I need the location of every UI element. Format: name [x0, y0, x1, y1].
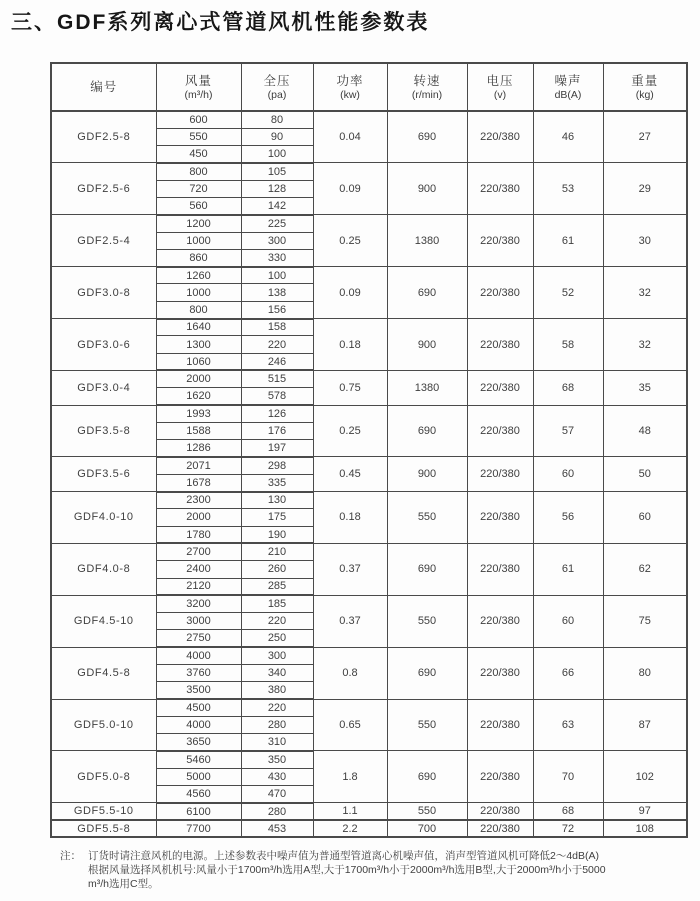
- flow-cell: 2000: [156, 509, 241, 526]
- table-row: [51, 370, 687, 387]
- pressure-cell: 105: [241, 163, 313, 180]
- power-cell: 0.18: [313, 492, 387, 544]
- page-title: 三、GDF系列离心式管道风机性能参数表: [11, 11, 430, 34]
- speed-cell: 690: [387, 647, 467, 699]
- flow-cell: 1620: [156, 388, 241, 405]
- flow-cell: 1260: [156, 267, 241, 284]
- noise-cell: 70: [533, 751, 603, 803]
- speed-cell: 690: [387, 405, 467, 457]
- flow-cell: 3200: [156, 595, 241, 612]
- power-cell: 1.1: [313, 803, 387, 820]
- table-row: [51, 751, 687, 768]
- pressure-cell: 185: [241, 595, 313, 612]
- voltage-cell: 220/380: [467, 647, 533, 699]
- flow-cell: 2400: [156, 561, 241, 578]
- header-pressure: [241, 63, 313, 111]
- pressure-cell: 175: [241, 509, 313, 526]
- power-cell: 0.45: [313, 457, 387, 492]
- flow-cell: 4000: [156, 716, 241, 733]
- voltage-cell: 220/380: [467, 319, 533, 371]
- spec-table-body: [51, 111, 687, 837]
- header-model: [51, 63, 156, 111]
- model-cell: GDF3.0-6: [51, 319, 156, 371]
- flow-cell: 1678: [156, 474, 241, 491]
- flow-cell: 2300: [156, 492, 241, 509]
- voltage-cell: 220/380: [467, 163, 533, 215]
- pressure-cell: 515: [241, 370, 313, 387]
- model-cell: GDF4.5-10: [51, 595, 156, 647]
- model-cell: GDF5.5-10: [51, 803, 156, 820]
- header-noise-unit: dB(A): [554, 88, 582, 101]
- weight-cell: 32: [603, 319, 687, 371]
- speed-cell: 900: [387, 457, 467, 492]
- weight-cell: 87: [603, 699, 687, 751]
- flow-cell: 1300: [156, 336, 241, 353]
- voltage-cell: 220/380: [467, 699, 533, 751]
- flow-cell: 1286: [156, 440, 241, 457]
- table-row: [51, 699, 687, 716]
- weight-cell: 32: [603, 267, 687, 319]
- weight-cell: 75: [603, 595, 687, 647]
- header-pressure-unit: (pa): [267, 88, 287, 101]
- table-row: [51, 647, 687, 664]
- pressure-cell: 100: [241, 267, 313, 284]
- power-cell: 0.37: [313, 595, 387, 647]
- pressure-cell: 176: [241, 422, 313, 439]
- model-cell: GDF2.5-8: [51, 111, 156, 163]
- pressure-cell: 453: [241, 820, 313, 837]
- pressure-cell: 340: [241, 665, 313, 682]
- flow-cell: 1060: [156, 353, 241, 370]
- pressure-cell: 430: [241, 768, 313, 785]
- header-flow: [156, 63, 241, 111]
- model-cell: GDF4.0-8: [51, 543, 156, 595]
- speed-cell: 1380: [387, 215, 467, 267]
- voltage-cell: 220/380: [467, 457, 533, 492]
- table-row: [51, 111, 687, 128]
- speed-cell: 550: [387, 699, 467, 751]
- weight-cell: 27: [603, 111, 687, 163]
- weight-cell: 102: [603, 751, 687, 803]
- flow-cell: 3000: [156, 613, 241, 630]
- pressure-cell: 220: [241, 613, 313, 630]
- pressure-cell: 197: [241, 440, 313, 457]
- model-cell: GDF5.5-8: [51, 820, 156, 837]
- pressure-cell: 280: [241, 716, 313, 733]
- weight-cell: 29: [603, 163, 687, 215]
- pressure-cell: 100: [241, 146, 313, 163]
- pressure-cell: 225: [241, 215, 313, 232]
- flow-cell: 600: [156, 111, 241, 128]
- power-cell: 0.25: [313, 215, 387, 267]
- voltage-cell: 220/380: [467, 370, 533, 405]
- speed-cell: 900: [387, 319, 467, 371]
- pressure-cell: 335: [241, 474, 313, 491]
- pressure-cell: 220: [241, 336, 313, 353]
- flow-cell: 4500: [156, 699, 241, 716]
- header-voltage-label: 电压: [486, 73, 514, 88]
- voltage-cell: 220/380: [467, 492, 533, 544]
- weight-cell: 30: [603, 215, 687, 267]
- spec-table-header: [51, 63, 687, 111]
- speed-cell: 690: [387, 267, 467, 319]
- power-cell: 2.2: [313, 820, 387, 837]
- voltage-cell: 220/380: [467, 111, 533, 163]
- pressure-cell: 142: [241, 197, 313, 214]
- speed-cell: 900: [387, 163, 467, 215]
- header-weight-unit: (kg): [635, 88, 654, 101]
- table-row: [51, 267, 687, 284]
- pressure-cell: 300: [241, 647, 313, 664]
- header-speed-label: 转速: [413, 73, 441, 88]
- power-cell: 0.09: [313, 163, 387, 215]
- speed-cell: 550: [387, 803, 467, 820]
- header-noise-label: 噪声: [554, 73, 582, 88]
- speed-cell: 550: [387, 492, 467, 544]
- weight-cell: 60: [603, 492, 687, 544]
- flow-cell: 1640: [156, 319, 241, 336]
- noise-cell: 68: [533, 803, 603, 820]
- pressure-cell: 310: [241, 734, 313, 751]
- noise-cell: 56: [533, 492, 603, 544]
- voltage-cell: 220/380: [467, 215, 533, 267]
- model-cell: GDF3.5-6: [51, 457, 156, 492]
- pressure-cell: 285: [241, 578, 313, 595]
- flow-cell: 1000: [156, 284, 241, 301]
- header-weight: [603, 63, 687, 111]
- model-cell: GDF5.0-10: [51, 699, 156, 751]
- flow-cell: 560: [156, 197, 241, 214]
- flow-cell: 7700: [156, 820, 241, 837]
- flow-cell: 1200: [156, 215, 241, 232]
- noise-cell: 52: [533, 267, 603, 319]
- speed-cell: 1380: [387, 370, 467, 405]
- header-flow-label: 风量: [184, 73, 212, 88]
- power-cell: 0.8: [313, 647, 387, 699]
- power-cell: 0.04: [313, 111, 387, 163]
- pressure-cell: 80: [241, 111, 313, 128]
- model-cell: GDF2.5-6: [51, 163, 156, 215]
- noise-cell: 46: [533, 111, 603, 163]
- pressure-cell: 156: [241, 301, 313, 318]
- pressure-cell: 128: [241, 180, 313, 197]
- voltage-cell: 220/380: [467, 751, 533, 803]
- pressure-cell: 470: [241, 786, 313, 803]
- model-cell: GDF4.0-10: [51, 492, 156, 544]
- pressure-cell: 220: [241, 699, 313, 716]
- table-row: [51, 457, 687, 474]
- pressure-cell: 158: [241, 319, 313, 336]
- header-power-label: 功率: [336, 73, 364, 88]
- flow-cell: 3500: [156, 682, 241, 699]
- table-row: [51, 803, 687, 820]
- voltage-cell: 220/380: [467, 543, 533, 595]
- weight-cell: 62: [603, 543, 687, 595]
- flow-cell: 5460: [156, 751, 241, 768]
- pressure-cell: 300: [241, 232, 313, 249]
- pressure-cell: 138: [241, 284, 313, 301]
- noise-cell: 53: [533, 163, 603, 215]
- noise-cell: 61: [533, 215, 603, 267]
- flow-cell: 800: [156, 163, 241, 180]
- header-voltage-unit: (v): [493, 88, 507, 101]
- header-speed-unit: (r/min): [411, 88, 443, 101]
- flow-cell: 4560: [156, 786, 241, 803]
- power-cell: 1.8: [313, 751, 387, 803]
- weight-cell: 97: [603, 803, 687, 820]
- table-row: [51, 319, 687, 336]
- flow-cell: 2700: [156, 543, 241, 560]
- voltage-cell: 220/380: [467, 405, 533, 457]
- noise-cell: 58: [533, 319, 603, 371]
- pressure-cell: 90: [241, 128, 313, 145]
- pressure-cell: 280: [241, 803, 313, 820]
- header-power: [313, 63, 387, 111]
- flow-cell: 4000: [156, 647, 241, 664]
- model-cell: GDF3.5-8: [51, 405, 156, 457]
- flow-cell: 720: [156, 180, 241, 197]
- pressure-cell: 578: [241, 388, 313, 405]
- flow-cell: 5000: [156, 768, 241, 785]
- flow-cell: 1000: [156, 232, 241, 249]
- header-noise: [533, 63, 603, 111]
- voltage-cell: 220/380: [467, 820, 533, 837]
- speed-cell: 700: [387, 820, 467, 837]
- weight-cell: 108: [603, 820, 687, 837]
- power-cell: 0.18: [313, 319, 387, 371]
- voltage-cell: 220/380: [467, 803, 533, 820]
- table-row: [51, 543, 687, 560]
- flow-cell: 6100: [156, 803, 241, 820]
- table-row: [51, 595, 687, 612]
- flow-cell: 450: [156, 146, 241, 163]
- noise-cell: 60: [533, 595, 603, 647]
- header-pressure-label: 全压: [263, 73, 291, 88]
- footnote: [60, 849, 688, 891]
- power-cell: 0.25: [313, 405, 387, 457]
- header-power-unit: (kw): [340, 88, 360, 101]
- table-row: [51, 820, 687, 837]
- noise-cell: 57: [533, 405, 603, 457]
- header-flow-unit: (m³/h): [184, 88, 213, 101]
- voltage-cell: 220/380: [467, 595, 533, 647]
- footnote-line: 订货时请注意风机的电源。上述参数表中噪声值为普通型管道离心机噪声值，消声型管道风机可降低2～4dB(A): [88, 850, 600, 862]
- flow-cell: 2071: [156, 457, 241, 474]
- flow-cell: 800: [156, 301, 241, 318]
- header-model-label: 编号: [90, 80, 118, 94]
- header-voltage: [467, 63, 533, 111]
- flow-cell: 860: [156, 249, 241, 266]
- power-cell: 0.09: [313, 267, 387, 319]
- model-cell: GDF3.0-4: [51, 370, 156, 405]
- table-row: [51, 163, 687, 180]
- pressure-cell: 380: [241, 682, 313, 699]
- weight-cell: 80: [603, 647, 687, 699]
- footnote-line: 根据风量选择风机机号:风量小于1700m³/h选用A型,大于1700m³/h小于2000m³/h选用B型,大于2000m³/h小于5000: [88, 864, 606, 876]
- speed-cell: 690: [387, 543, 467, 595]
- weight-cell: 48: [603, 405, 687, 457]
- flow-cell: 2000: [156, 370, 241, 387]
- spec-table: [50, 62, 688, 838]
- model-cell: GDF2.5-4: [51, 215, 156, 267]
- pressure-cell: 250: [241, 630, 313, 647]
- flow-cell: 3650: [156, 734, 241, 751]
- power-cell: 0.37: [313, 543, 387, 595]
- pressure-cell: 126: [241, 405, 313, 422]
- pressure-cell: 350: [241, 751, 313, 768]
- weight-cell: 50: [603, 457, 687, 492]
- header-weight-label: 重量: [631, 73, 659, 88]
- noise-cell: 68: [533, 370, 603, 405]
- footnote-label: 注：: [60, 850, 81, 862]
- header-row: [51, 63, 687, 111]
- noise-cell: 63: [533, 699, 603, 751]
- flow-cell: 1780: [156, 526, 241, 543]
- flow-cell: 2120: [156, 578, 241, 595]
- noise-cell: 66: [533, 647, 603, 699]
- voltage-cell: 220/380: [467, 267, 533, 319]
- weight-cell: 35: [603, 370, 687, 405]
- flow-cell: 3760: [156, 665, 241, 682]
- table-row: [51, 492, 687, 509]
- pressure-cell: 246: [241, 353, 313, 370]
- model-cell: GDF3.0-8: [51, 267, 156, 319]
- flow-cell: 1993: [156, 405, 241, 422]
- footnote-text: [88, 849, 688, 891]
- noise-cell: 61: [533, 543, 603, 595]
- pressure-cell: 190: [241, 526, 313, 543]
- table-row: [51, 215, 687, 232]
- pressure-cell: 298: [241, 457, 313, 474]
- power-cell: 0.65: [313, 699, 387, 751]
- pressure-cell: 260: [241, 561, 313, 578]
- header-speed: [387, 63, 467, 111]
- flow-cell: 2750: [156, 630, 241, 647]
- pressure-cell: 130: [241, 492, 313, 509]
- flow-cell: 550: [156, 128, 241, 145]
- noise-cell: 72: [533, 820, 603, 837]
- speed-cell: 550: [387, 595, 467, 647]
- model-cell: GDF4.5-8: [51, 647, 156, 699]
- pressure-cell: 210: [241, 543, 313, 560]
- speed-cell: 690: [387, 751, 467, 803]
- pressure-cell: 330: [241, 249, 313, 266]
- noise-cell: 60: [533, 457, 603, 492]
- model-cell: GDF5.0-8: [51, 751, 156, 803]
- speed-cell: 690: [387, 111, 467, 163]
- footnote-line: m³/h选用C型。: [88, 878, 159, 890]
- flow-cell: 1588: [156, 422, 241, 439]
- table-row: [51, 405, 687, 422]
- power-cell: 0.75: [313, 370, 387, 405]
